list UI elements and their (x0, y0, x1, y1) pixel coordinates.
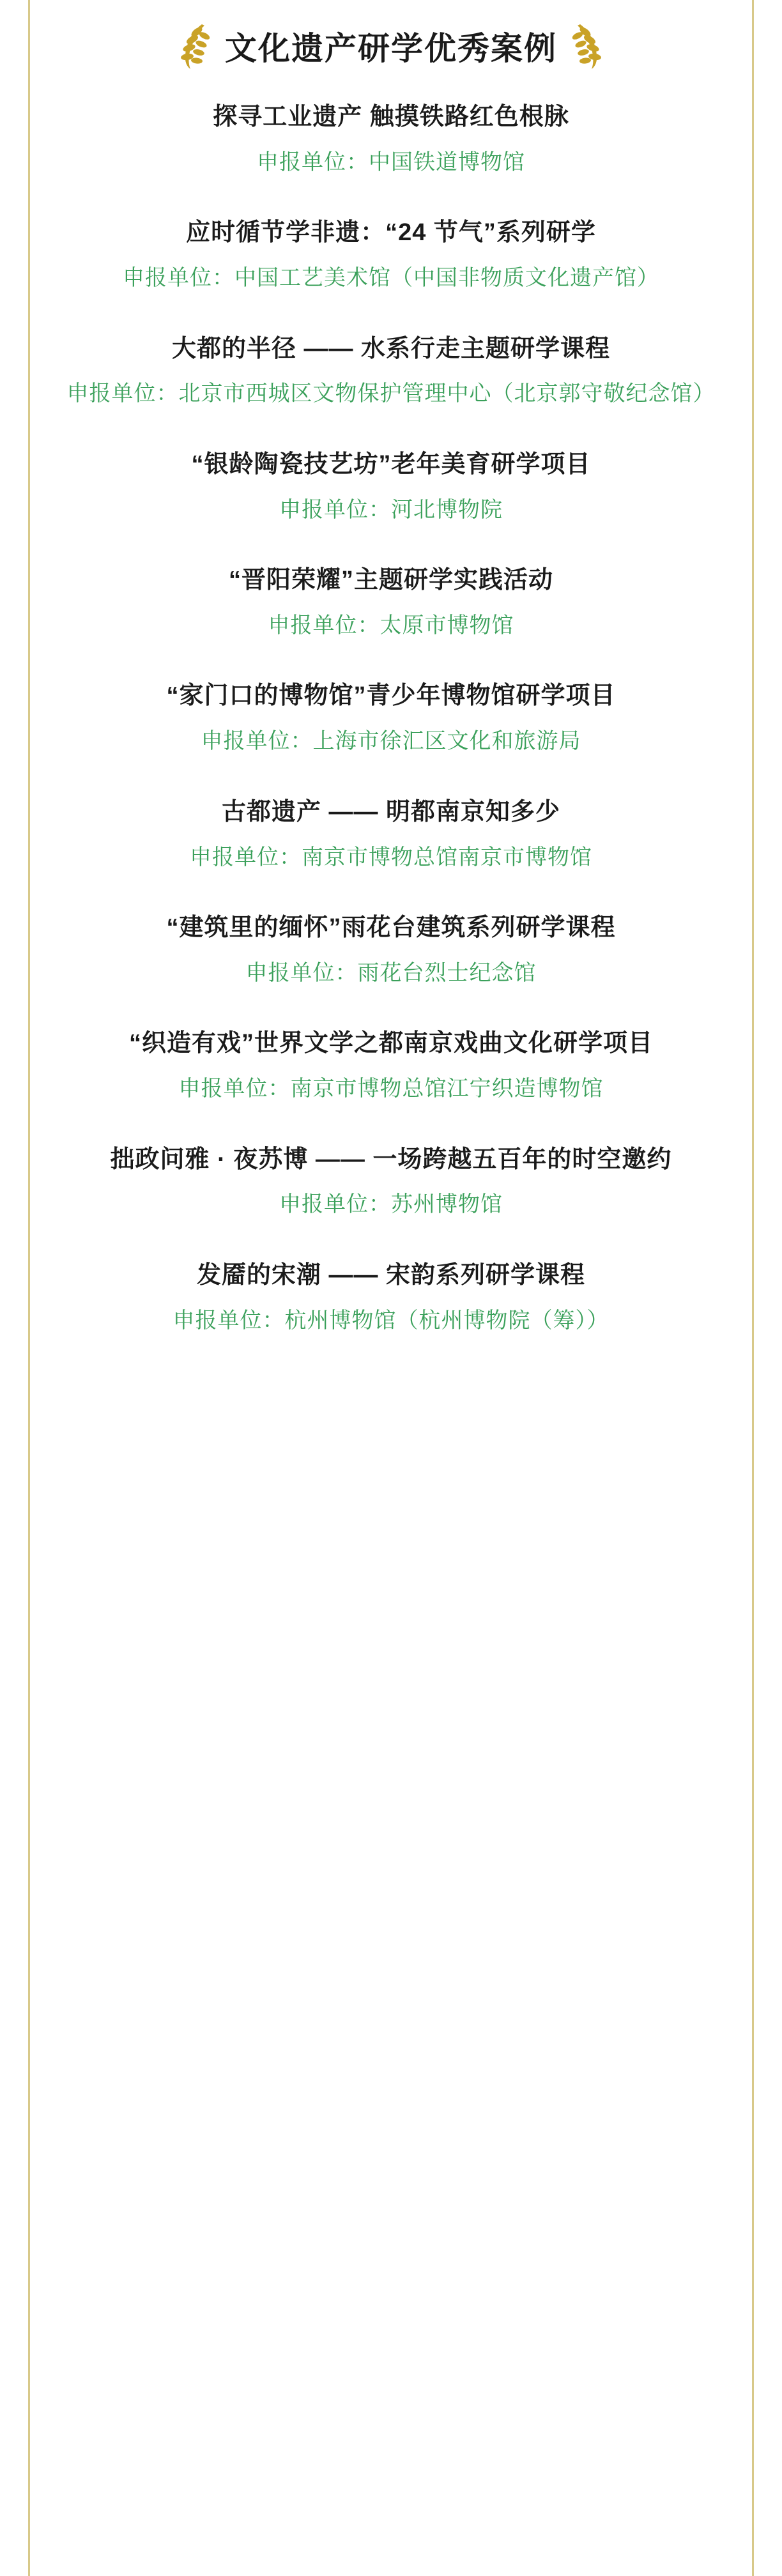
list-item (57, 214, 724, 295)
list-item (57, 98, 724, 180)
case-unit: 申报单位：北京市西城区文物保护管理中心（北京郭守敬纪念馆） (66, 381, 716, 406)
case-title: “家门口的博物馆”青少年博物馆研学项目 (166, 682, 616, 710)
list-item (57, 330, 724, 411)
laurel-branch-icon (174, 22, 213, 70)
case-title: 拙政问雅 · 夜苏博 —— 一场跨越五百年的时空邀约 (110, 1146, 672, 1173)
case-unit: 申报单位：南京市博物总馆江宁织造博物馆 (178, 1077, 604, 1101)
laurel-branch-icon (569, 22, 608, 70)
case-list (0, 87, 782, 1411)
page-header (0, 0, 782, 87)
case-unit: 申报单位：太原市博物馆 (268, 613, 514, 638)
list-item (57, 1141, 724, 1222)
case-title: 发靥的宋潮 —— 宋韵系列研学课程 (196, 1261, 586, 1289)
case-unit: 申报单位：南京市博物总馆南京市博物馆 (190, 845, 592, 870)
case-title: 探寻工业遗产 触摸铁路红色根脉 (213, 103, 569, 130)
page-title: 文化遗产研学优秀案例 (225, 31, 557, 66)
case-unit: 申报单位：中国铁道博物馆 (257, 150, 525, 174)
case-unit: 申报单位：河北博物院 (279, 497, 503, 522)
case-unit: 申报单位：雨花台烈士纪念馆 (245, 960, 537, 985)
case-unit: 申报单位：杭州博物馆（杭州博物院（筹）） (172, 1308, 610, 1333)
right-border-rule (752, 0, 754, 2576)
list-item (57, 562, 724, 643)
case-unit: 申报单位：上海市徐汇区文化和旅游局 (201, 729, 581, 754)
list-item (57, 909, 724, 990)
case-unit: 申报单位：中国工艺美术馆（中国非物质文化遗产馆） (123, 266, 659, 291)
list-item (57, 793, 724, 875)
case-title: “晋阳荣耀”主题研学实践活动 (228, 567, 553, 594)
case-title: “织造有戏”世界文学之都南京戏曲文化研学项目 (128, 1030, 653, 1057)
case-title: 古都遗产 —— 明都南京知多少 (221, 798, 561, 825)
left-border-rule (28, 0, 30, 2576)
list-item (57, 446, 724, 527)
case-title: “建筑里的缅怀”雨花台建筑系列研学课程 (166, 914, 616, 941)
list-item (57, 1257, 724, 1338)
case-title: “银龄陶瓷技艺坊”老年美育研学项目 (191, 450, 591, 478)
list-item (57, 677, 724, 758)
case-unit: 申报单位：苏州博物馆 (279, 1192, 503, 1217)
list-item (57, 1025, 724, 1106)
case-title: 应时循节学非遗：“24 节气”系列研学 (186, 219, 596, 247)
case-title: 大都的半径 —— 水系行走主题研学课程 (171, 335, 611, 362)
